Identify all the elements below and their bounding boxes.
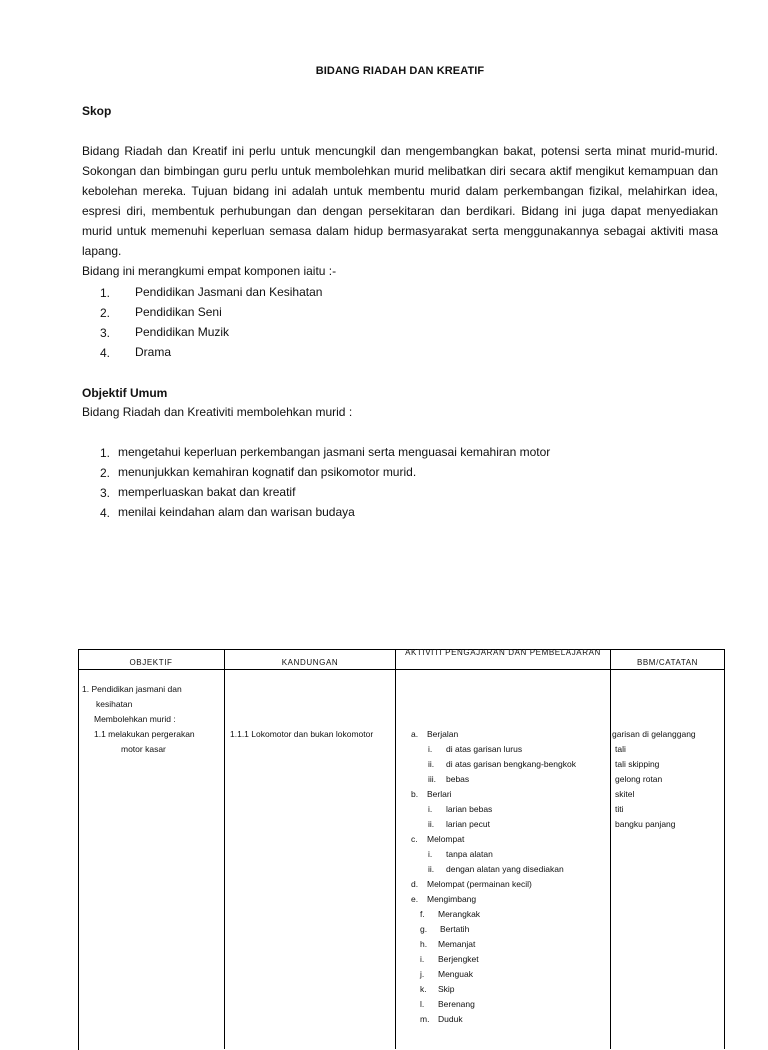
kandungan-cell: 1.1.1 Lokomotor dan bukan lokomotor [230,729,374,739]
activity-marker: g. [420,924,428,934]
table-header-kandungan: KANDUNGAN [281,658,339,667]
activity-item: Berjalan [427,729,459,739]
list-item-number: 1. [100,286,111,300]
table-header-aktiviti: AKTIVITI PENGAJARAN DAN PEMBELAJARAN [405,648,601,657]
table-divider [610,649,611,1049]
list-item: Drama [135,345,172,359]
activity-marker: ii. [428,864,435,874]
bbm-item: bangku panjang [615,819,676,829]
table-header-objektif: OBJEKTIF [129,658,173,667]
objektif-line: 1.1 melakukan pergerakan [94,729,195,739]
activity-item: Berlari [427,789,452,799]
activity-marker: h. [420,939,428,949]
activity-item: Bertatih [440,924,470,934]
activity-marker: e. [411,894,419,904]
table-header-bbm: BBM/CATATAN [636,658,699,667]
list-item-number: 3. [100,486,111,500]
bbm-item: tali skipping [615,759,660,769]
activity-item: di atas garisan bengkang-bengkok [446,759,576,769]
table-divider [224,649,225,1049]
activity-marker: i. [428,849,433,859]
table-divider [395,649,396,1049]
activity-marker: ii. [428,759,435,769]
list-item-number: 4. [100,506,111,520]
activity-item: Berenang [438,999,475,1009]
bbm-item: tali [615,744,626,754]
activity-item: Duduk [438,1014,463,1024]
list-item-number: 4. [100,346,111,360]
activity-item: Merangkak [438,909,481,919]
activity-item: Menguak [438,969,473,979]
activity-item: Skip [438,984,455,994]
list-item: Pendidikan Jasmani dan Kesihatan [135,285,323,299]
activity-item: dengan alatan yang disediakan [446,864,564,874]
activity-marker: f. [420,909,425,919]
activity-item: di atas garisan lurus [446,744,523,754]
list-item: menilai keindahan alam dan warisan budaya [118,505,355,519]
list-item: menunjukkan kemahiran kognatif dan psikomotor murid. [118,465,417,479]
activity-item: Memanjat [438,939,476,949]
skop-heading: Skop [82,104,112,118]
table-divider [724,649,725,1049]
activity-item: larian bebas [446,804,493,814]
activity-marker: m. [420,1014,430,1024]
list-item: Pendidikan Muzik [135,325,230,339]
activity-marker: j. [420,969,425,979]
activity-marker: a. [411,729,419,739]
activity-marker: d. [411,879,419,889]
skop-paragraph: Bidang Riadah dan Kreatif ini perlu untuk mencungkil dan mengembangkan bakat, potensi serta minat murid-murid. Sokongan dan bimbingan guru perlu untuk membolehkan murid melibatkan diri secara aktif mengikut kemampuan dan kebolehan mereka. Tujuan bidang ini adalah untuk membentu murid dalam perkembangan fizikal, melahirkan idea, espresi diri, membentuk perhubungan dan dengan persekitaran dan berdikari. Bidang ini juga dapat menyediakan murid untuk memenuhi keperluan semasa dalam hidup bermasyarakat serta menggunakannya sebagai aktiviti masa lapang. [82,144,718,258]
activity-item: Berjengket [438,954,479,964]
activity-marker: b. [411,789,419,799]
bbm-item: skitel [615,789,635,799]
list-item: Pendidikan Seni [135,305,222,319]
objektif-line: motor kasar [121,744,166,754]
bbm-item: garisan di gelanggang [612,729,696,739]
bbm-item: titi [615,804,624,814]
list-item-number: 2. [100,466,111,480]
list-item-number: 2. [100,306,111,320]
komponen-intro: Bidang ini merangkumi empat komponen iaitu :- [82,264,337,278]
list-item-number: 3. [100,326,111,340]
activity-marker: ii. [428,819,435,829]
activity-item: bebas [446,774,470,784]
activity-marker: i. [420,954,425,964]
activity-item: Melompat (permainan kecil) [427,879,532,889]
bbm-item: gelong rotan [615,774,663,784]
table-header-divider [78,669,725,670]
activity-item: larian pecut [446,819,490,829]
activity-item: Mengimbang [427,894,477,904]
activity-marker: c. [411,834,418,844]
activity-marker: l. [420,999,425,1009]
objektif-line: 1. Pendidikan jasmani dan [82,684,182,694]
page-title: BIDANG RIADAH DAN KREATIF [315,65,485,77]
activity-marker: iii. [428,774,437,784]
objektif-line: Membolehkan murid : [94,714,176,724]
list-item: memperluaskan bakat dan kreatif [118,485,296,499]
curriculum-table [78,649,725,1050]
activity-marker: i. [428,804,433,814]
objektif-umum-heading: Objektif Umum [82,386,168,400]
list-item: mengetahui keperluan perkembangan jasmani serta menguasai kemahiran motor [118,445,551,459]
list-item-number: 1. [100,446,111,460]
objektif-umum-intro: Bidang Riadah dan Kreativiti membolehkan murid : [82,405,353,419]
activity-marker: i. [428,744,433,754]
activity-item: tanpa alatan [446,849,493,859]
activity-marker: k. [420,984,427,994]
objektif-line: kesihatan [96,699,133,709]
activity-item: Melompat [427,834,465,844]
